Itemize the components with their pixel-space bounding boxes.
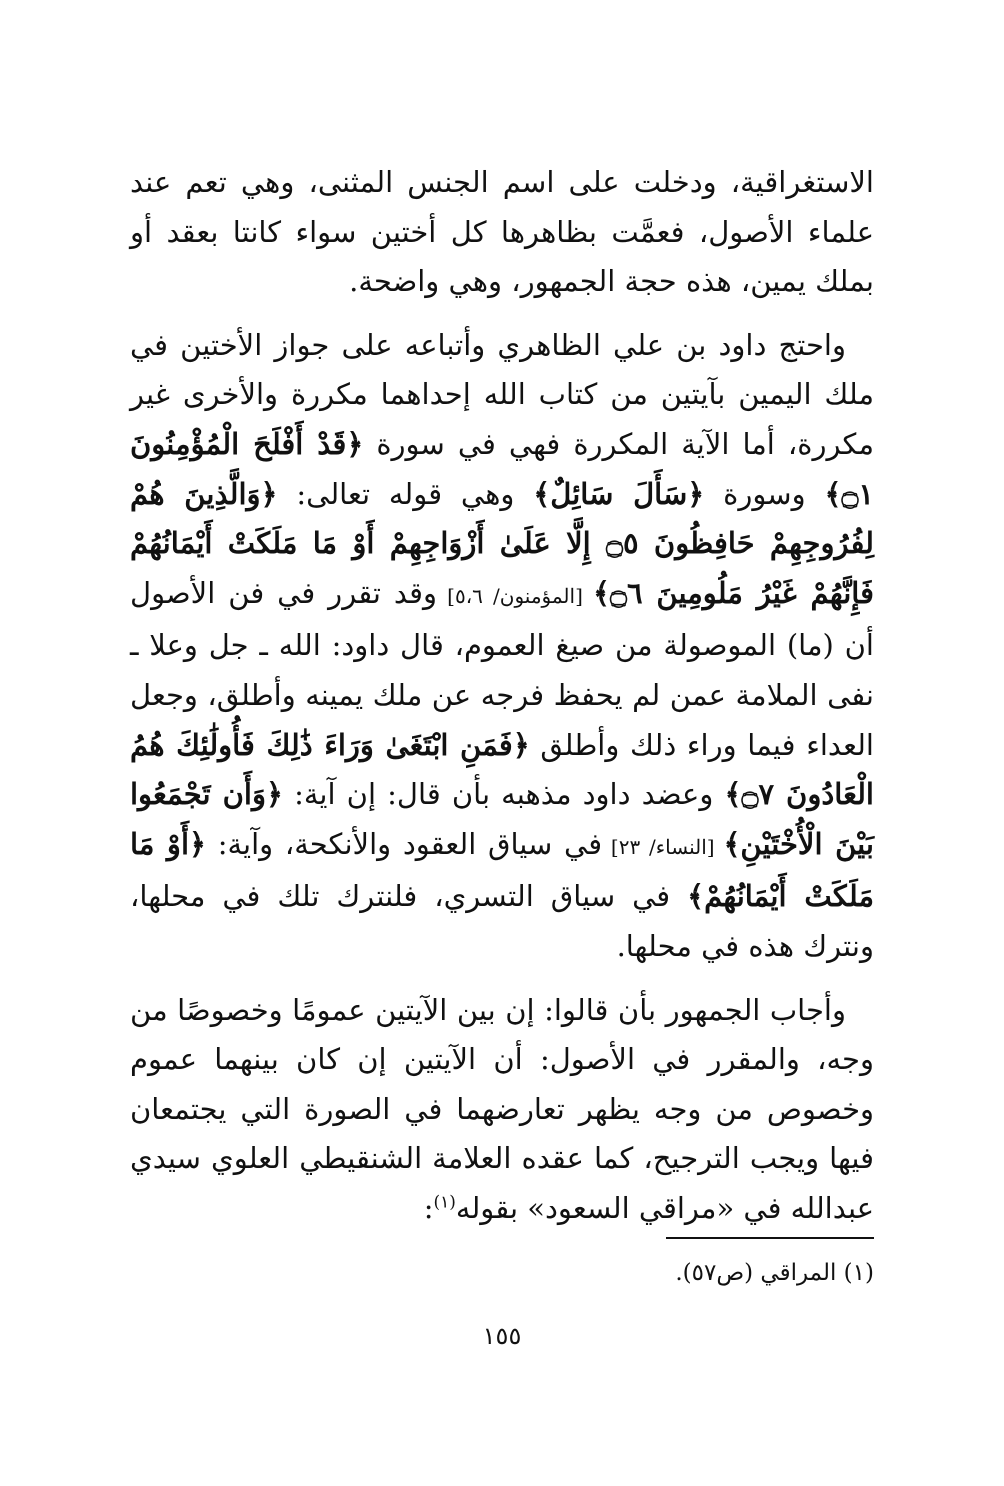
- paragraph-2-text-6: في سياق العقود والأنكحة، وآية:: [206, 826, 603, 861]
- quran-verse-6: ﴿أَوْ مَا مَلَكَتْ أَيْمَانُهُمْ﴾: [130, 826, 874, 914]
- paragraph-3-text: وأجاب الجمهور بأن قالوا: إن بين الآيتين عمومًا وخصوصًا من وجه، والمقرر في الأصول: أن الآيتين إن كان بينهما عموم وخصوص من وجه يظهر تعارضهما في الصورة التي يجتمعان فيها ويجب الترجيح، كما عقده العلامة الشنقيطي العلوي سيدي عبدالله في «مراقي السعود» بقوله: [130, 992, 874, 1225]
- page-number: ١٥٥: [482, 1322, 522, 1350]
- quran-verse-4: ﴿فَمَنِ ابْتَغَىٰ وَرَاءَ ذَٰلِكَ فَأُولَٰئِكَ هُمُ الْعَادُونَ ۝٧﴾: [130, 727, 874, 812]
- paragraph-1: الاستغراقية، ودخلت على اسم الجنس المثنى، وهي تعم عند علماء الأصول، فعمَّت بظاهرها كل أختين سواء كانتا بعقد أو بملك يمين، هذه حجة الجمهور، وهي واضحة.: [130, 165, 874, 299]
- quran-verse-1: ﴿قَدْ أَفْلَحَ الْمُؤْمِنُونَ ۝١﴾: [130, 426, 875, 511]
- quran-verse-3: ﴿وَالَّذِينَ هُمْ لِفُرُوجِهِمْ حَافِظُونَ ۝٥ إِلَّا عَلَىٰ أَزْوَاجِهِمْ أَوْ مَا مَلَكَتْ أَيْمَانُهُمْ فَإِنَّهُمْ غَيْرُ مَلُومِينَ ۝٦﴾: [130, 476, 874, 610]
- footnote-separator: [666, 1237, 874, 1239]
- paragraph-2-text-2: وسورة: [704, 476, 825, 511]
- paragraph-2-text-5: وعضد داود مذهبه بأن قال: إن آية:: [282, 777, 725, 812]
- quran-verse-5: ﴿وَأَن تَجْمَعُوا بَيْنَ الْأُخْتَيْنِ﴾: [130, 777, 874, 861]
- footnote-marker: (١): [843, 1260, 874, 1286]
- verse-citation-1: [المؤمنون/ ٥،٦]: [437, 583, 593, 608]
- paragraph-2-text-1: واحتج داود بن علي الظاهري وأتباعه على جواز الأختين في ملك اليمين بآيتين من كتاب الله إحداهما مكررة والأخرى غير مكررة، أما الآية المكررة فهي في سورة: [130, 327, 874, 461]
- quran-verse-2: ﴿سَأَلَ سَائِلٌ﴾: [533, 476, 705, 511]
- footnote: [130, 1254, 874, 1292]
- paragraph-2-text-7: في سياق التسري، فلنترك تلك في محلها، ونترك هذه في محلها.: [130, 879, 874, 963]
- footnote-reference[interactable]: (١): [433, 1192, 456, 1213]
- paragraph-2-text-3: وهي قوله تعالى:: [277, 476, 534, 511]
- paragraph-3-tail: :: [423, 1190, 434, 1225]
- paragraph-2-text-4: وقد تقرر في فن الأصول أن (ما) الموصولة من صيغ العموم، قال داود: الله ـ جل وعلا ـ نفى الملامة عمن لم يحفظ فرجه عن ملك يمينه وأطلق، وجعل العداء فيما وراء ذلك وأطلق: [130, 575, 874, 762]
- paragraph-2: [130, 321, 874, 972]
- paragraph-3: [130, 986, 874, 1234]
- footnote-text: المراقي (ص٥٧).: [675, 1260, 837, 1286]
- page-body: [130, 158, 874, 1233]
- verse-citation-2: [النساء/ ٢٣]: [602, 834, 724, 859]
